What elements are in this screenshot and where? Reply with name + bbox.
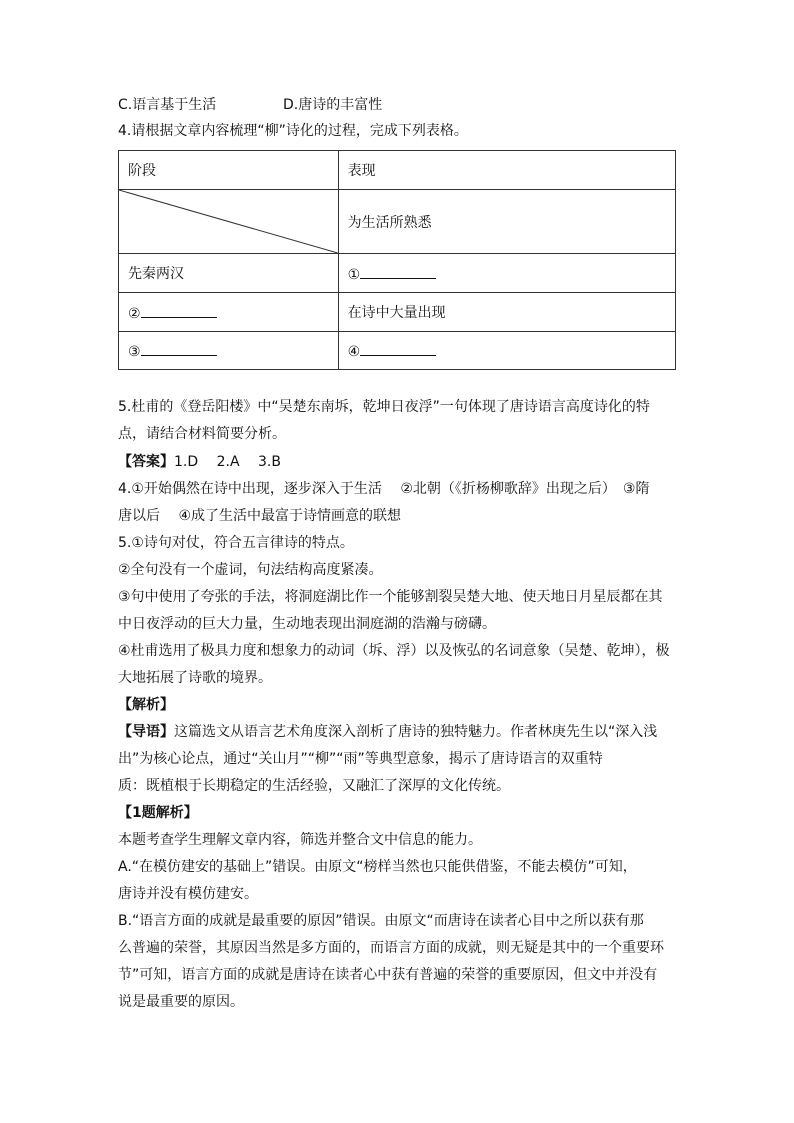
table-cell-stage: ② <box>119 293 339 332</box>
table-cell-performance: 在诗中大量出现 <box>338 293 675 332</box>
liu-process-table <box>118 150 676 370</box>
q1-analysis-line-5: 么普遍的荣誉，其原因当然是多方面的，而语言方面的成就，则无疑是其中的一个重要环 <box>118 940 664 956</box>
option-d: D.唐诗的丰富性 <box>283 97 383 113</box>
answer-label: 【答案】 <box>118 454 174 470</box>
q1-analysis-line-6: 节”可知，语言方面的成就是唐诗在读者心中获有普遍的荣誉的重要原因，但文中并没有 <box>118 967 658 983</box>
fill-blank-4[interactable] <box>360 341 436 356</box>
answer-line <box>118 452 281 472</box>
analysis-label: 【解析】 <box>118 697 174 713</box>
table-cell-performance: ④ <box>338 332 675 370</box>
fill-blank-2[interactable] <box>141 303 217 318</box>
q1-analysis-line-4: B.“语言方面的成就是最重要的原因”错误。由原文“而唐诗在读者心目中之所以获有那 <box>118 913 644 929</box>
guide-label: 【导语】 <box>118 724 174 740</box>
diagonal-line <box>119 190 338 253</box>
table-cell-familiar: 为生活所熟悉 <box>338 190 675 254</box>
guide-line-3: 质：既植根于长期稳定的生活经验，又融汇了深厚的文化传统。 <box>118 778 510 794</box>
table-row <box>119 332 676 370</box>
table-cell-stage: ③ <box>119 332 339 370</box>
option-c: C.语言基于生活 <box>118 97 217 113</box>
q1-analysis-line-7: 说是最重要的原因。 <box>118 994 244 1010</box>
table-header-stage: 阶段 <box>119 151 339 190</box>
q1-analysis-line-1: 本题考查学生理解文章内容，筛选并整合文中信息的能力。 <box>118 832 482 848</box>
table-cell-performance: ① <box>338 254 675 293</box>
question-5-line-1: 5.杜甫的《登岳阳楼》中“吴楚东南坼，乾坤日夜浮”一句体现了唐诗语言高度诗化的特 <box>118 399 650 415</box>
table-cell-stage: 先秦两汉 <box>119 254 339 293</box>
answer-text: 1.D 2.A 3.B <box>174 454 281 470</box>
table-header-performance: 表现 <box>338 151 675 190</box>
fill-blank-3[interactable] <box>141 341 217 356</box>
answer-4-line-1: 4.①开始偶然在诗中出现，逐步深入于生活 ②北朝（《折杨柳歌辞》出现之后） ③隋 <box>118 481 650 497</box>
q1-analysis-line-2: A.“在模仿建安的基础上”错误。由原文“榜样当然也只能供借鉴，不能去模仿”可知， <box>118 859 637 875</box>
diagonal-cell <box>119 190 339 254</box>
table-row <box>119 254 676 293</box>
answer-5-line-2: ②全句没有一个虚词，句法结构高度紧凑。 <box>118 562 383 578</box>
answer-5-line-4: 中日夜浮动的巨大力量，生动地表现出洞庭湖的浩瀚与磅礴。 <box>118 616 496 632</box>
guide-line-2: 出”为核心论点，通过“关山月”“柳”“雨”等典型意象，揭示了唐诗语言的双重特 <box>118 751 603 767</box>
fill-blank-1[interactable] <box>360 264 436 279</box>
answer-5-line-6: 大地拓展了诗歌的境界。 <box>118 670 272 686</box>
q1-analysis-line-3: 唐诗并没有模仿建安。 <box>118 886 258 902</box>
answer-5-line-3: ③句中使用了夸张的手法，将洞庭湖比作一个能够割裂吴楚大地、使天地日月星辰都在其 <box>118 589 663 605</box>
answer-5-line-1: 5.①诗句对仗，符合五言律诗的特点。 <box>118 535 354 551</box>
q1-analysis-label: 【1题解析】 <box>118 805 198 821</box>
guide-line-1: 【导语】这篇选文从语言艺术角度深入剖析了唐诗的独特魅力。作者林庚先生以“深入浅 <box>118 724 658 740</box>
answer-4-line-2: 唐以后 ④成了生活中最富于诗情画意的联想 <box>118 508 401 524</box>
question-4: 4.请根据文章内容梳理“柳”诗化的过程，完成下列表格。 <box>118 123 468 139</box>
answer-5-line-5: ④杜甫选用了极具力度和想象力的动词（坼、浮）以及恢弘的名词意象（吴楚、乾坤），极 <box>118 643 670 659</box>
table-row <box>119 293 676 332</box>
question-5-line-2: 点，请结合材料简要分析。 <box>118 426 286 442</box>
